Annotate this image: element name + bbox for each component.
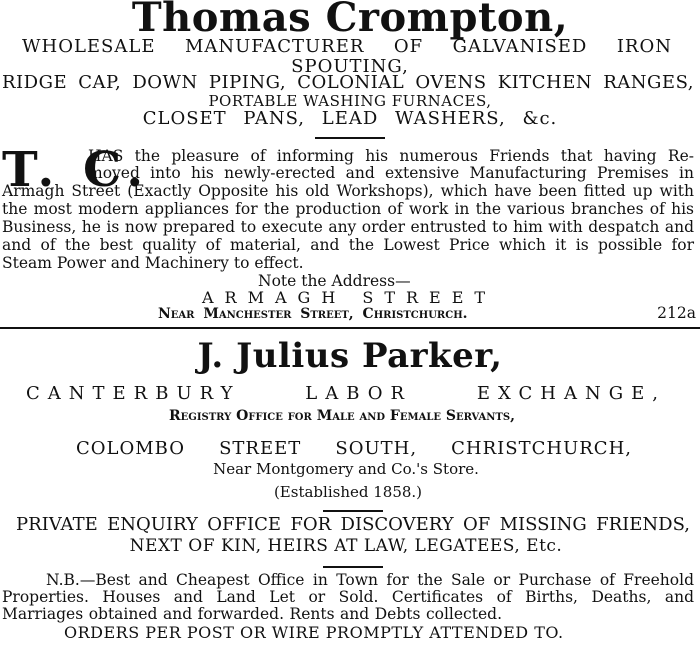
- ad-line: PRIVATE ENQUIRY OFFICE FOR DISCOVERY OF MISSING FRIENDS,: [16, 514, 690, 535]
- divider: [323, 510, 383, 512]
- ad-separator: [0, 327, 700, 329]
- divider: [323, 566, 383, 568]
- street-name: ARMAGH STREET: [202, 288, 497, 307]
- body-line: the most modern appliances for the production of work in the various branches of his: [2, 200, 694, 218]
- ad-line: WHOLESALE MANUFACTURER OF GALVANISED IRON: [22, 36, 672, 57]
- body-line: moved into his newly-erected and extensive Manufacturing Premises in: [88, 164, 694, 182]
- body-line: HAS the pleasure of informing his numerous Friends that having Re-: [88, 147, 694, 165]
- ad-line: RIDGE CAP, DOWN PIPING, COLONIAL OVENS KITCHEN RANGES,: [2, 72, 694, 93]
- ad-line: COLOMBO STREET SOUTH, CHRISTCHURCH,: [76, 438, 632, 459]
- ad-line: CLOSET PANS, LEAD WASHERS, &c.: [142, 108, 558, 129]
- advertiser-name: J. Julius Parker,: [197, 336, 503, 376]
- divider: [315, 137, 385, 139]
- ad-line: SPOUTING,: [291, 56, 409, 77]
- drop-cap: T. C.: [2, 142, 150, 198]
- nb-line: Properties. Houses and Land Let or Sold. Certificates of Births, Deaths, and: [2, 588, 694, 606]
- advertiser-name: Thomas Crompton,: [131, 0, 569, 41]
- nb-line: Marriages obtained and forwarded. Rents and Debts collected.: [2, 605, 502, 623]
- ad-line: Near Montgomery and Co.'s Store.: [213, 460, 479, 478]
- note-address: Note the Address—: [258, 272, 411, 290]
- body-line: and of the best quality of material, and the Lowest Price which it is possible for: [2, 236, 694, 254]
- nb-line: N.B.—Best and Cheapest Office in Town for the Sale or Purchase of Freehold: [46, 571, 694, 589]
- ad-line: Registry Office for Male and Female Servants,: [169, 408, 515, 424]
- ad-line: CANTERBURY LABOR EXCHANGE,: [26, 383, 666, 404]
- body-line: Business, he is now prepared to execute any order entrusted to him with despatch and: [2, 218, 694, 236]
- body-line: Armagh Street (Exactly Opposite his old Workshops), which have been fitted up with: [2, 182, 694, 200]
- ad-reference: 212a: [657, 304, 696, 322]
- ad-line: NEXT OF KIN, HEIRS AT LAW, LEGATEES, Etc.: [129, 536, 563, 556]
- body-line: Steam Power and Machinery to effect.: [2, 254, 304, 272]
- ad-line: (Established 1858.): [273, 483, 423, 501]
- ad-line: PORTABLE WASHING FURNACES,: [208, 92, 492, 110]
- near-street: Near Manchester Street, Christchurch.: [158, 306, 468, 322]
- footer-line: ORDERS PER POST OR WIRE PROMPTLY ATTENDED TO.: [64, 623, 564, 642]
